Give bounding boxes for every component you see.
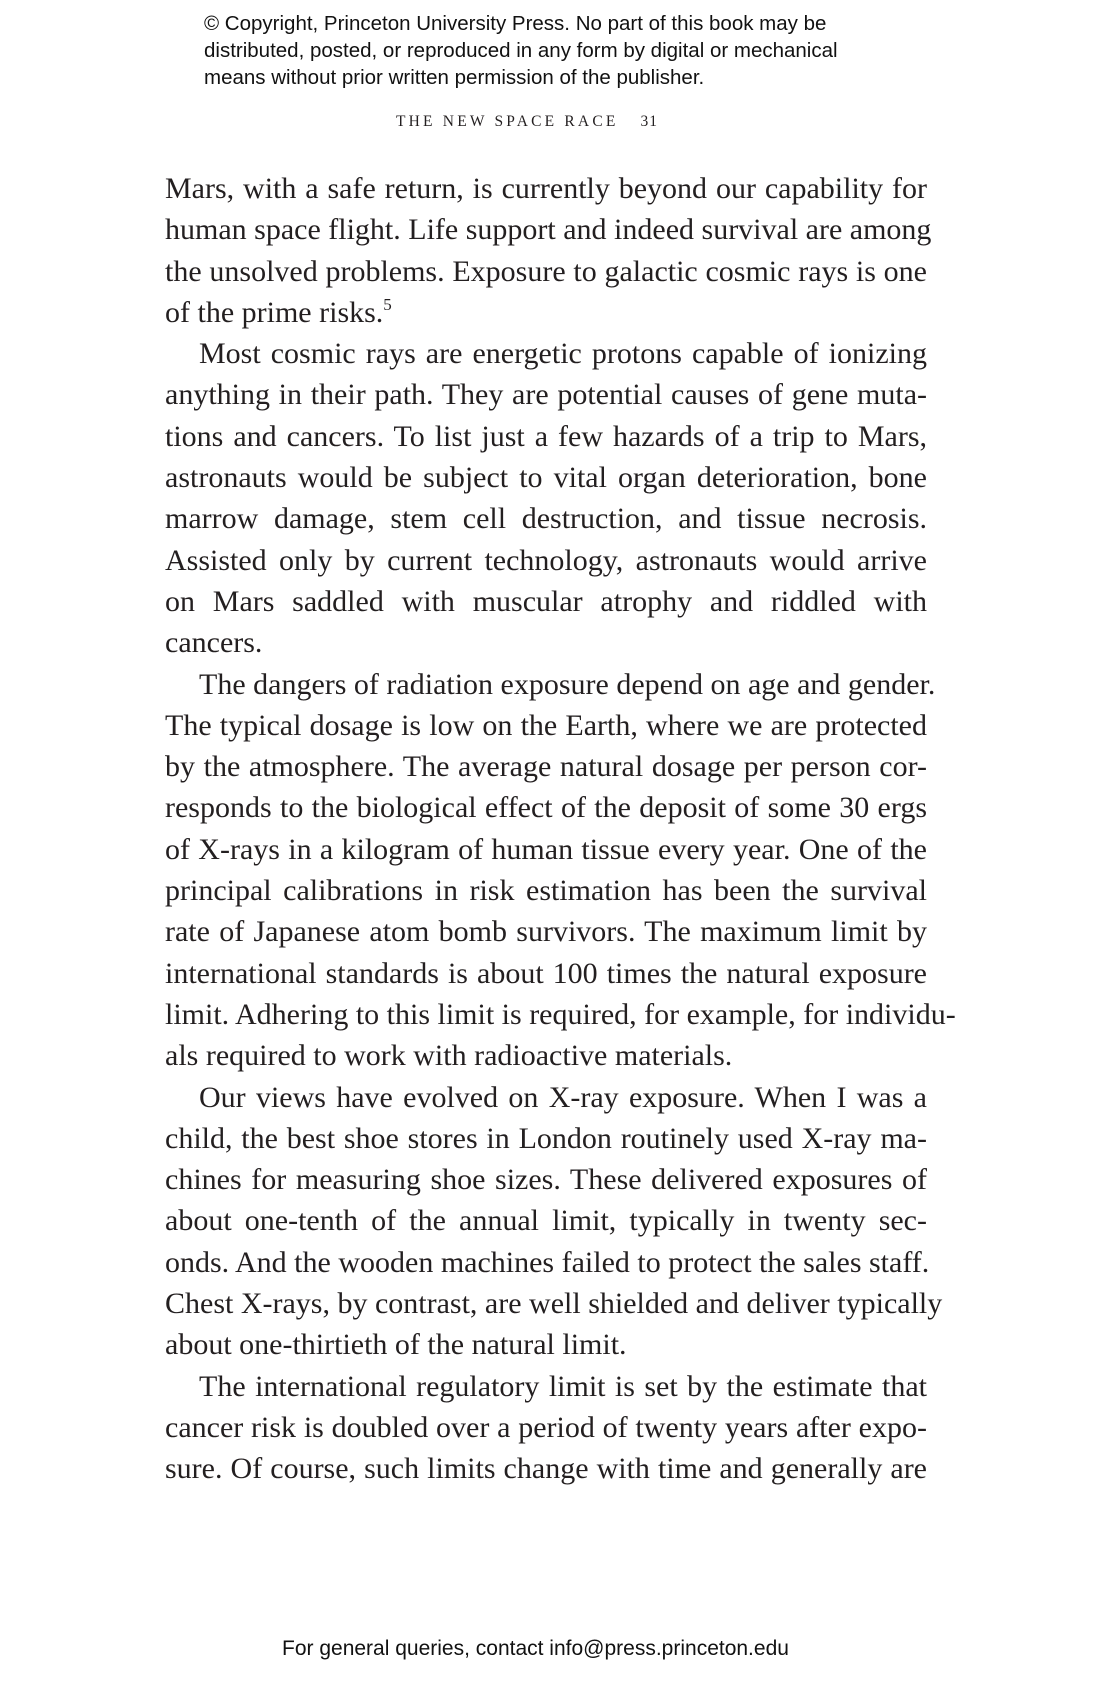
text-line: by the atmosphere. The average natural dosage per person cor- <box>165 750 927 784</box>
text-line: The typical dosage is low on the Earth, where we are protected <box>165 708 927 742</box>
text-line: chines for measuring shoe sizes. These delivered exposures of <box>165 1163 927 1197</box>
text-line: Chest X-rays, by contrast, are well shielded and deliver typically <box>165 1287 943 1321</box>
text-line: the unsolved problems. Exposure to galactic cosmic rays is one <box>165 254 927 288</box>
text-line: astronauts would be subject to vital organ deterioration, bone <box>165 461 927 495</box>
copyright-line: © Copyright, Princeton University Press. No part of this book may be <box>204 12 827 35</box>
paragraph <box>165 664 956 1077</box>
text-line: Assisted only by current technology, astronauts would arrive <box>165 543 927 577</box>
paragraph <box>165 1366 927 1490</box>
text-line: cancer risk is doubled over a period of twenty years after expo- <box>165 1410 927 1444</box>
text-line: Most cosmic rays are energetic protons capable of ionizing <box>199 337 927 371</box>
text-line: anything in their path. They are potential causes of gene muta- <box>165 378 927 412</box>
text-line: marrow damage, stem cell destruction, and tissue necrosis. <box>165 502 927 536</box>
page-number: 31 <box>640 113 659 130</box>
running-head <box>396 113 658 131</box>
copyright-line: distributed, posted, or reproduced in any form by digital or mechanical <box>204 39 838 62</box>
body-text <box>165 168 956 1490</box>
text-line: of X-rays in a kilogram of human tissue every year. One of the <box>165 832 927 866</box>
text-line: human space flight. Life support and indeed survival are among <box>165 213 932 247</box>
paragraph <box>165 1077 943 1366</box>
text-line: Our views have evolved on X-ray exposure. When I was a <box>199 1080 927 1114</box>
paragraph <box>165 333 927 663</box>
text-line: international standards is about 100 times the natural exposure <box>165 956 927 990</box>
running-head-title: THE NEW SPACE RACE <box>396 113 619 130</box>
text-line: sure. Of course, such limits change with time and generally are <box>165 1452 927 1486</box>
text-line: about one-tenth of the annual limit, typically in twenty sec- <box>165 1204 927 1238</box>
text-line: child, the best shoe stores in London routinely used X-ray ma- <box>165 1121 927 1155</box>
text-line: principal calibrations in risk estimation has been the survival <box>165 874 927 908</box>
text-line: als required to work with radioactive materials. <box>165 1039 733 1073</box>
text-line: about one-thirtieth of the natural limit. <box>165 1328 627 1362</box>
copyright-line: means without prior written permission of the publisher. <box>204 66 705 89</box>
paragraph <box>165 168 932 333</box>
text-line: onds. And the wooden machines failed to protect the sales staff. <box>165 1245 930 1279</box>
text-line: cancers. <box>165 626 263 660</box>
footnote-marker: 5 <box>383 294 392 314</box>
text-line: limit. Adhering to this limit is required, for example, for individu- <box>165 997 956 1031</box>
text-line: Mars, with a safe return, is currently beyond our capability for <box>165 172 927 205</box>
text-line: The international regulatory limit is set by the estimate that <box>199 1369 927 1403</box>
copyright-notice <box>204 10 964 91</box>
text-line-content: of the prime risks. <box>165 295 384 329</box>
text-line: responds to the biological effect of the deposit of some 30 ergs <box>165 791 927 825</box>
text-line: on Mars saddled with muscular atrophy and riddled with <box>165 584 927 618</box>
text-line: tions and cancers. To list just a few hazards of a trip to Mars, <box>165 419 927 453</box>
footer-contact: For general queries, contact info@press.princeton.edu <box>282 1637 789 1660</box>
text-line <box>165 292 927 333</box>
text-line: The dangers of radiation exposure depend on age and gender. <box>199 667 936 701</box>
text-line: rate of Japanese atom bomb survivors. The maximum limit by <box>165 915 927 949</box>
